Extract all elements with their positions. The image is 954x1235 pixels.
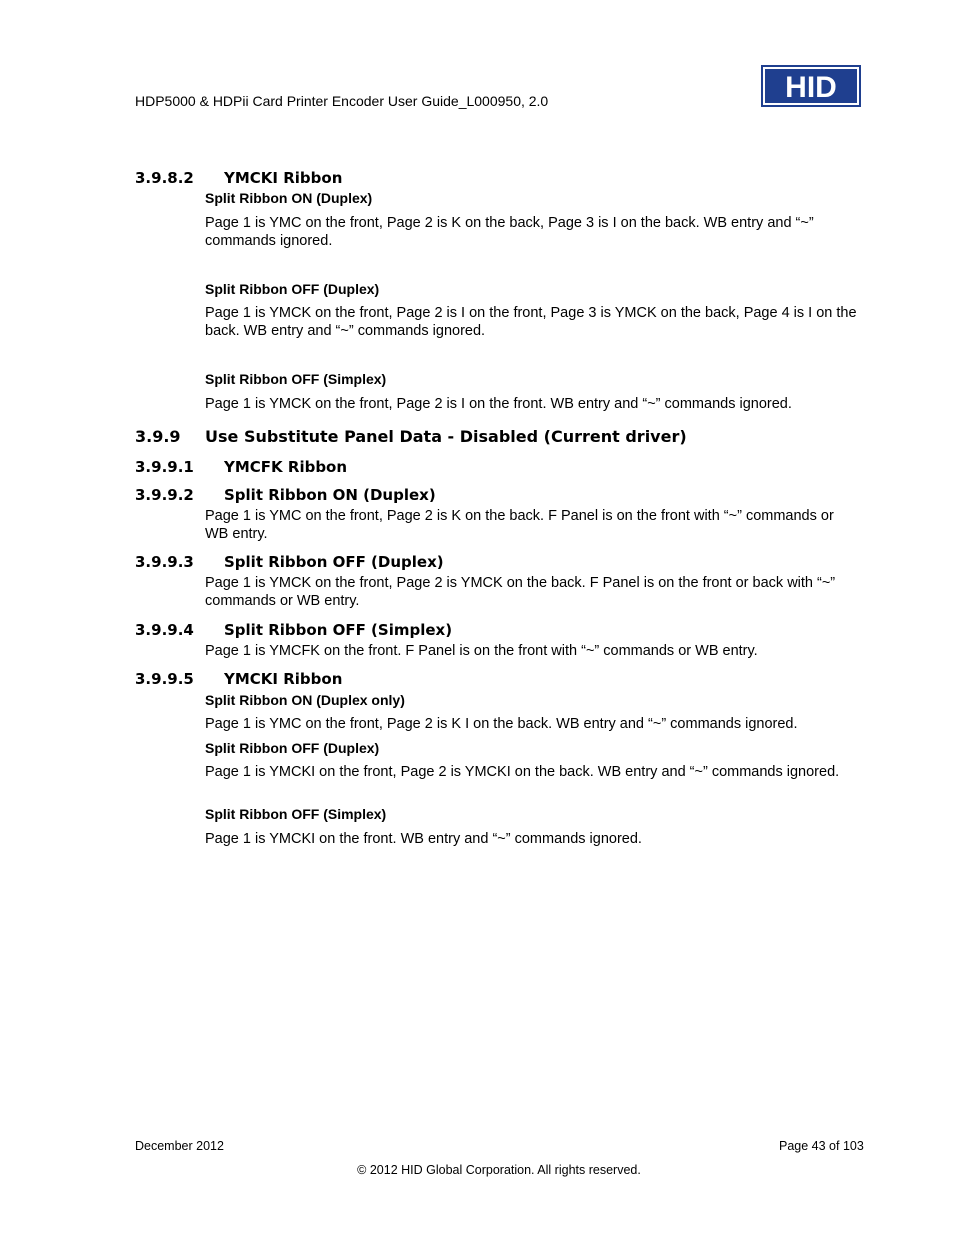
subheading: Split Ribbon OFF (Simplex) bbox=[205, 806, 387, 822]
subheading: Split Ribbon OFF (Duplex) bbox=[205, 740, 380, 756]
paragraph: Page 1 is YMC on the front, Page 2 is K I on the back. WB entry and “~” commands ignored. bbox=[205, 716, 798, 732]
paragraph: Page 1 is YMCK on the front, Page 2 is YMCK on the back. F Panel is on the front or back with “~” commands or WB entry. bbox=[205, 575, 836, 609]
heading-3-9-9-1 bbox=[135, 458, 535, 478]
heading-number: 3.9.8.2 bbox=[135, 169, 194, 187]
heading-number: 3.9.9.5 bbox=[135, 670, 194, 688]
paragraph: Page 1 is YMCFK on the front. F Panel is on the front with “~” commands or WB entry. bbox=[205, 643, 758, 659]
footer-date: December 2012 bbox=[135, 1139, 224, 1153]
heading-title: YMCFK Ribbon bbox=[224, 458, 348, 476]
paragraph: Page 1 is YMC on the front, Page 2 is K on the back. F Panel is on the front with “~” commands or WB entry. bbox=[205, 508, 834, 542]
heading-title: Use Substitute Panel Data - Disabled (Current driver) bbox=[205, 427, 687, 446]
heading-3-9-9-3 bbox=[135, 553, 535, 573]
paragraph: Page 1 is YMCK on the front, Page 2 is I on the front. WB entry and “~” commands ignored. bbox=[205, 396, 792, 412]
hid-logo bbox=[761, 65, 861, 107]
logo-text: HID bbox=[785, 71, 837, 104]
heading-3-9-9-2 bbox=[135, 486, 535, 506]
heading-title: Split Ribbon ON (Duplex) bbox=[224, 486, 436, 504]
heading-3-9-9-5 bbox=[135, 670, 535, 690]
subheading: Split Ribbon ON (Duplex only) bbox=[205, 692, 405, 708]
subheading: Split Ribbon ON (Duplex) bbox=[205, 190, 373, 206]
heading-title: YMCKI Ribbon bbox=[224, 670, 343, 688]
heading-number: 3.9.9.3 bbox=[135, 553, 194, 571]
heading-title: Split Ribbon OFF (Duplex) bbox=[224, 553, 444, 571]
subheading: Split Ribbon OFF (Duplex) bbox=[205, 281, 380, 297]
heading-number: 3.9.9.1 bbox=[135, 458, 194, 476]
heading-number: 3.9.9.2 bbox=[135, 486, 194, 504]
heading-title: YMCKI Ribbon bbox=[224, 169, 343, 187]
heading-3-9-9-4 bbox=[135, 621, 535, 641]
heading-number: 3.9.9.4 bbox=[135, 621, 194, 639]
document-title: HDP5000 & HDPii Card Printer Encoder User Guide_L000950, 2.0 bbox=[135, 93, 549, 109]
paragraph: Page 1 is YMCKI on the front, Page 2 is YMCKI on the back. WB entry and “~” commands ignored. bbox=[205, 764, 840, 780]
footer-page-number: Page 43 of 103 bbox=[779, 1139, 864, 1153]
paragraph: Page 1 is YMC on the front, Page 2 is K on the back, Page 3 is I on the back. WB entry and “~” commands ignored. bbox=[205, 215, 814, 249]
heading-title: Split Ribbon OFF (Simplex) bbox=[224, 621, 453, 639]
heading-3-9-9 bbox=[135, 427, 835, 449]
paragraph: Page 1 is YMCKI on the front. WB entry and “~” commands ignored. bbox=[205, 831, 642, 847]
footer-copyright: © 2012 HID Global Corporation. All rights reserved. bbox=[357, 1163, 641, 1177]
subheading: Split Ribbon OFF (Simplex) bbox=[205, 371, 387, 387]
heading-3-9-8-2 bbox=[135, 169, 535, 189]
paragraph: Page 1 is YMCK on the front, Page 2 is I on the front, Page 3 is YMCK on the back, Page 4 is I on the back. WB entry and “~” commands ignored. bbox=[205, 305, 857, 339]
heading-number: 3.9.9 bbox=[135, 427, 181, 446]
